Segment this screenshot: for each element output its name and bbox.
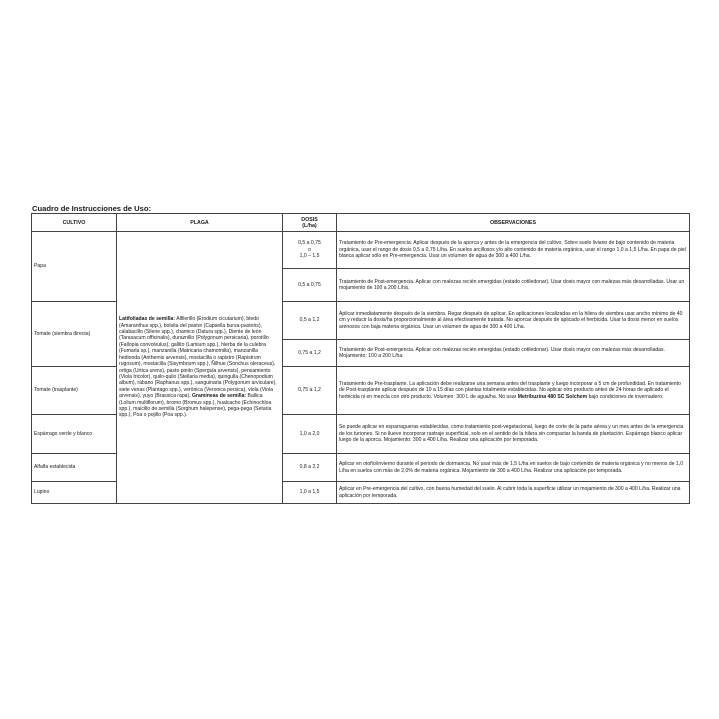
observaciones-cell: Aplicar en Pre-emergencia del cultivo, con buena humedad del suelo. Al cubrir toda la superficie utilizar un mojamiento de 300 a 400 L/ha. Realizar una aplicación por temporada. [337, 482, 690, 504]
plaga-gramineas-text: Ballica (Lolium multiflorum), bromo (Bromus spp.), hualcacho (Echinochloa spp.), maicillo de semilla (Sorghum halepense), pega-pega (Setaria spp.), Poa o pojillo (Poa spp.). [119, 393, 272, 419]
dosis-cell: 1,0 a 1,5 [283, 482, 337, 504]
header-dosis-line2: (L/ha) [302, 222, 317, 229]
table-title: Cuadro de Instrucciones de Uso: [32, 204, 151, 213]
header-dosis [283, 214, 337, 232]
plaga-latifoliadas-text: Alfilerillo (Erodium cicutarium), bledo (Amaranthus spp.), bolsita del pastor (Capsella bursa-pastoris), calabacillo (Silene spp.), chamico (Datura spp.), Diente de león (Taraxacum officinalis), duraznillo (Polygonum persicaria), porotillo (Fallopia convolvulus), gallito (Lamium spp.), hierba de la culebra (Fumaria sp.), manzanilla (Matricaria chamomilla), manzanilla hedionda (Anthemis arvensis), mostacilla o rapistro (Rapistrum rugosum), mostacilla (Sisymbrium spp.), Ñilhue (Sonchus oleraceus), ortiga (Urtica urens), pasto pinito (Spergula arvensis), pensamiento (Viola tricolor), quilo-quilo (Stellaria media), quingulla (Chenopodium album), rábano (Raphanus spp.), sanguinaria (Polygonum arviculare), siete venas (Plantago spp.), verónica (Veronica persica), viola (Viola arvensis), yuyo (Brassica rapa). [119, 316, 277, 400]
dosis-cell: 1,0 a 2,0 [283, 415, 337, 454]
table-row [32, 232, 690, 269]
dosis-cell: 0,75 a 1,2 [283, 367, 337, 415]
dosis-cell [283, 232, 337, 269]
obs-text-tail: bajo condiciones de invernadero. [588, 393, 664, 400]
observaciones-cell: Tratamiento de Post-emergencia. Aplicar con malezas recién emergidas (estado cotiledonar). Usar dosis mayor con malezas más desarrolladas. Mojamiento: 100 a 200 L/ha. [337, 340, 690, 367]
header-plaga: PLAGA [117, 214, 283, 232]
cultivo-cell: Papa [32, 232, 117, 302]
cultivo-cell: Lupino [32, 482, 117, 504]
header-row [32, 214, 690, 232]
header-dosis-line1: DOSIS [301, 216, 318, 223]
observaciones-cell [337, 367, 690, 415]
obs-product-name: Metribuzina 480 SC Solchem [517, 393, 588, 400]
dosis-line: 1,0 – 1,5 [299, 253, 320, 260]
cultivo-cell: Tomate (siembra directa) [32, 302, 117, 367]
dosis-cell: 0,5 a 0,75 [283, 269, 337, 302]
observaciones-cell: Aplicar inmediatamente después de la siembra. Regar después de aplicar. En aplicaciones localizadas en la hilera de siembra usar ancho mínimo de 40 cm y reducir la dosis/ha proporcionalmente al área efectivamente tratada. No aporcar después de aplicado el herbicida. Usar la dosis menor en suelos arenosos con baja materia orgánica. Usar un volumen de agua de 300 a 400 L/ha. [337, 302, 690, 340]
dosis-cell: 0,75 a 1,2 [283, 340, 337, 367]
plaga-cell [117, 232, 283, 504]
observaciones-cell: Tratamiento de Post-emergencia. Aplicar con malezas recién emergidas (estado cotiledonar). Usar dosis mayor con malezas más desarrolladas. Usar un mojamiento de 100 a 200 L/ha. [337, 269, 690, 302]
obs-text: Tratamiento de Pre-trasplante. La aplicación debe realizarse una semana antes del trasplante y luego incorporar a 5 cm de profundidad. En tratamiento de Post-trasplante aplicar después de 10 a 15 días con plantas totalmente establecidas. No aplicar otro producto antes de 24 horas de aplicado el herbicida ni en mezcla con otro producto. Volumen: 300 L de agua/ha. No usar [339, 380, 681, 400]
dosis-line: o [308, 246, 311, 253]
instructions-table [31, 213, 690, 504]
dosis-line: 0,5 a 0,75 [298, 240, 321, 247]
observaciones-cell: Aplicar en otoño/invierno durante el periodo de dormancia. No usar más de 1,5 L/ha en suelos de bajo contenido de materia orgánica y no menos de 1,0 L/ha en suelos con más de 2,0% de materia orgánica. Mojamiento de 300 a 400 L/ha. Realizar una aplicación por temporada. [337, 454, 690, 482]
cultivo-cell: Espárrago verde y blanco [32, 415, 117, 454]
plaga-gramineas-heading: Gramíneas de semilla: [192, 393, 247, 400]
dosis-cell: 0,8 a 2,2 [283, 454, 337, 482]
plaga-latifoliadas-heading: Latifoliadas de semilla: [119, 316, 176, 323]
observaciones-cell: Se puede aplicar en esparragueras establecidas, como tratamiento post-vegetacional, luego de corte de la parte aérea y un mes antes de la emergencia de los turiones. Si no llueve incorporar rastraje superficial, solo en el sentido de la hilera sin compactar la banda de plantación. Espárrago blanco aplicar luego de la aporca. Mojamiento: 300 a 400 L/ha. Realizar una aplicación por temporada. [337, 415, 690, 454]
header-observaciones: OBSERVACIONES [337, 214, 690, 232]
observaciones-cell: Tratamiento de Pre-emergencia: Aplicar después de la aporca y antes de la emergencia del cultivo. Sobre suelo liviano de bajo contenido de materia orgánica, usar el rango de dosis 0,5 a 0,75 L/ha. En suelos arcillosos y/o alto contenido de materia orgánica, usar el rango 1,0 a 1,5 L/ha. En papa de piel blanca aplicar sólo en Pre-emergencia. Usar un volumen de agua de 300 a 400 L/ha. [337, 232, 690, 269]
dosis-cell: 0,5 a 1,2 [283, 302, 337, 340]
cultivo-cell: Alfalfa establecida [32, 454, 117, 482]
header-cultivo: CULTIVO [32, 214, 117, 232]
cultivo-cell: Tomate (trasplante) [32, 367, 117, 415]
